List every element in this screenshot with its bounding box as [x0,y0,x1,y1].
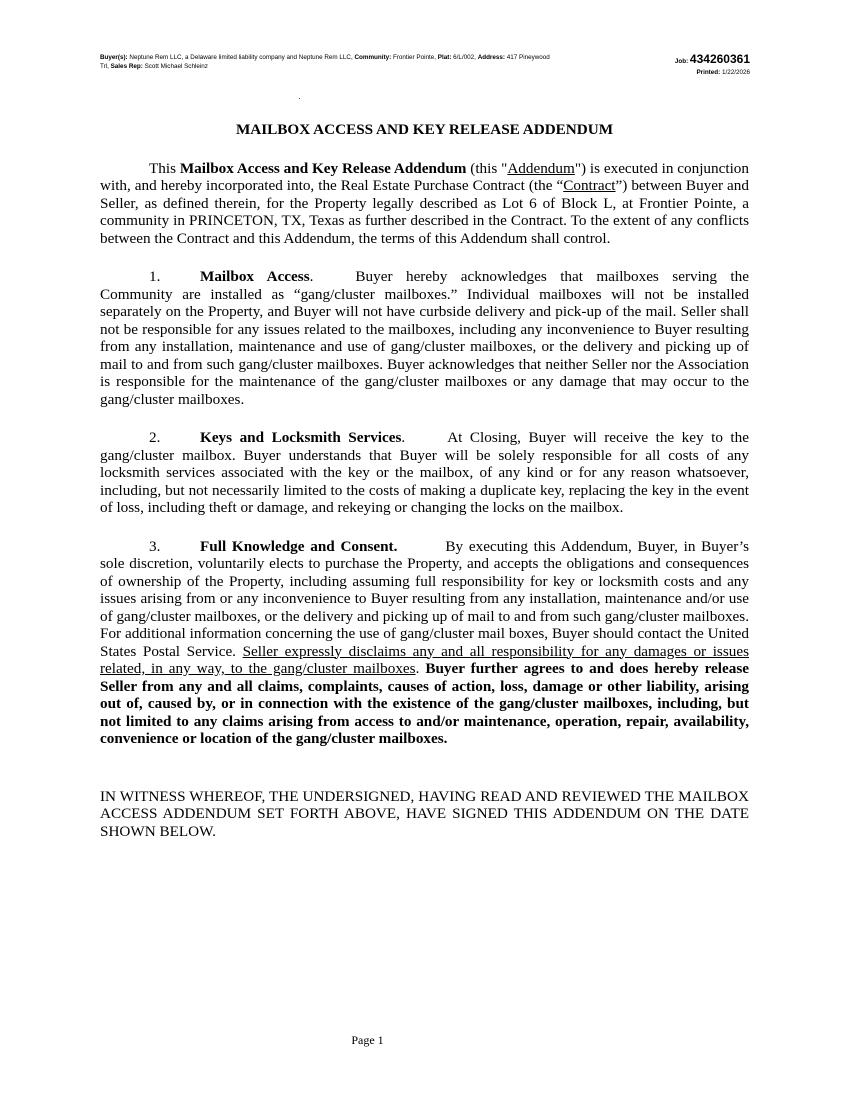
address-label: Address: [477,54,505,61]
document-title: MAILBOX ACCESS AND KEY RELEASE ADDENDUM [235,121,614,138]
section-text: By executing this Addendum, Buyer, in Buyer’s sole discretion, voluntarily elects to purchase the Property, and accepts the obligations and consequences of ownership of the Property, including assuming full responsibility for key or locksmith costs and any issues arising from or any inconvenience to Buyer resulting from any installation, maintenance and/or use of gang/cluster mailboxes, or the delivery and picking up of mail to and from such gang/cluster mailboxes. For additional information concerning the use of gang/cluster mail boxes, Buyer should contact the United States Postal Service. [100,537,749,660]
job-label: Job: [674,58,689,65]
header-info [100,53,660,71]
section-number: 1. [149,268,161,285]
plat-label: Plat: [437,54,452,61]
section-heading: Mailbox Access [200,268,310,285]
document-body [100,121,749,840]
address-value-continued: Trl, [100,63,109,70]
stray-dot [299,98,300,99]
buyer-label: Buyer(s): [100,54,128,61]
intro-text: (this " [466,159,508,177]
section-heading: Keys and Locksmith Services [200,429,402,446]
job-number: 434260361 [689,52,750,66]
addendum-defined-term: Addendum [507,159,575,177]
printed-label: Printed: [696,69,721,76]
section-number: 3. [149,537,161,555]
release-text: Buyer further agrees to and does hereby release Seller from any and all claims, complaints, causes of action, loss, damage or other liability, arising out of, caused by, or in connection with the existence of the gang/cluster mailboxes, including, but not limited to any claims arising from access to and/or maintenance, operation, repair, availability, convenience or location of the gang/cluster mailboxes. [100,660,750,747]
intro-text: ”) between Buyer and Seller, as defined therein, for the Property legally described as Lot 6 of Block L, at Frontier Pointe, a community in PRINCETON, TX, Texas as further described in the Contract. To the extent of any conflicts between the Contract and this Addendum, the terms of this Addendum shall control. [100,177,749,247]
sales-rep-label: Sales Rep: [110,63,143,70]
section-full-knowledge [100,538,749,748]
section-heading-punct: . [401,429,406,446]
witness-clause: IN WITNESS WHEREOF, THE UNDERSIGNED, HAVING READ AND REVIEWED THE MAILBOX ACCESS ADDENDUM SET FORTH ABOVE, HAVE SIGNED THIS ADDENDUM ON THE DATE SHOWN BELOW. [100,787,749,840]
section-mailbox-access [100,268,749,408]
page-number: Page 1 [351,1033,384,1047]
section-text: At Closing, Buyer will receive the key to the gang/cluster mailbox. Buyer understands that Buyer will be solely responsible for all costs of any locksmith services associated with the key or the mailbox, of any kind or for any reason whatsoever, including, but not necessarily limited to the costs of making a duplicate key, replacing the key in the event of loss, including theft or damage, and rekeying or changing the locks on the mailbox. [100,429,749,516]
section-heading-punct: . [309,268,314,285]
sales-rep-value: Scott Michael Schleinz [144,63,208,70]
job-line [640,53,750,68]
section-heading: Full Knowledge and Consent. [200,537,398,555]
section-text: Buyer hereby acknowledges that mailboxes serving the Community are installed as “gang/cluster mailboxes.” Individual mailboxes will not be installed separately on the Property, and Buyer will not have curbside delivery and pick-up of the mail. Seller shall not be responsible for any issues related to the mailboxes, including any inconvenience to Buyer resulting from any installation, maintenance and use of gang/cluster mailboxes, or the delivery and picking up of mail to and from such gang/cluster mailboxes. Buyer acknowledges that neither Seller nor the Association is responsible for the maintenance of the gang/cluster mailboxes or any damage that may occur to the gang/cluster mailboxes. [100,268,749,408]
section-text: . [415,660,426,677]
intro-text: ") is executed in conjunction with, and hereby incorporated into, the Real Estate Purchase Contract (the “ [100,159,749,194]
intro-text: This [149,159,180,177]
contract-defined-term: Contract [563,177,616,194]
printed-line [640,68,750,77]
community-label: Community: [354,54,392,61]
printed-date: 1/22/2026 [721,69,750,76]
header-job-info [640,53,750,77]
address-value: 417 Pineywood [506,54,550,61]
plat-value: 6/L/002, [453,54,476,61]
buyer-value: Neptune Rem LLC, a Delaware limited liability company and Neptune Rem LLC, [129,54,353,61]
community-value: Frontier Pointe, [392,54,437,61]
section-number: 2. [149,429,161,446]
disclaimer-text: Seller expressly disclaims any and all responsibility for any damages or issues related, in any way, to the gang/cluster mailboxes [100,642,749,677]
intro-paragraph [100,160,749,248]
addendum-name: Mailbox Access and Key Release Addendum [179,159,467,177]
section-keys-locksmith [100,429,749,517]
